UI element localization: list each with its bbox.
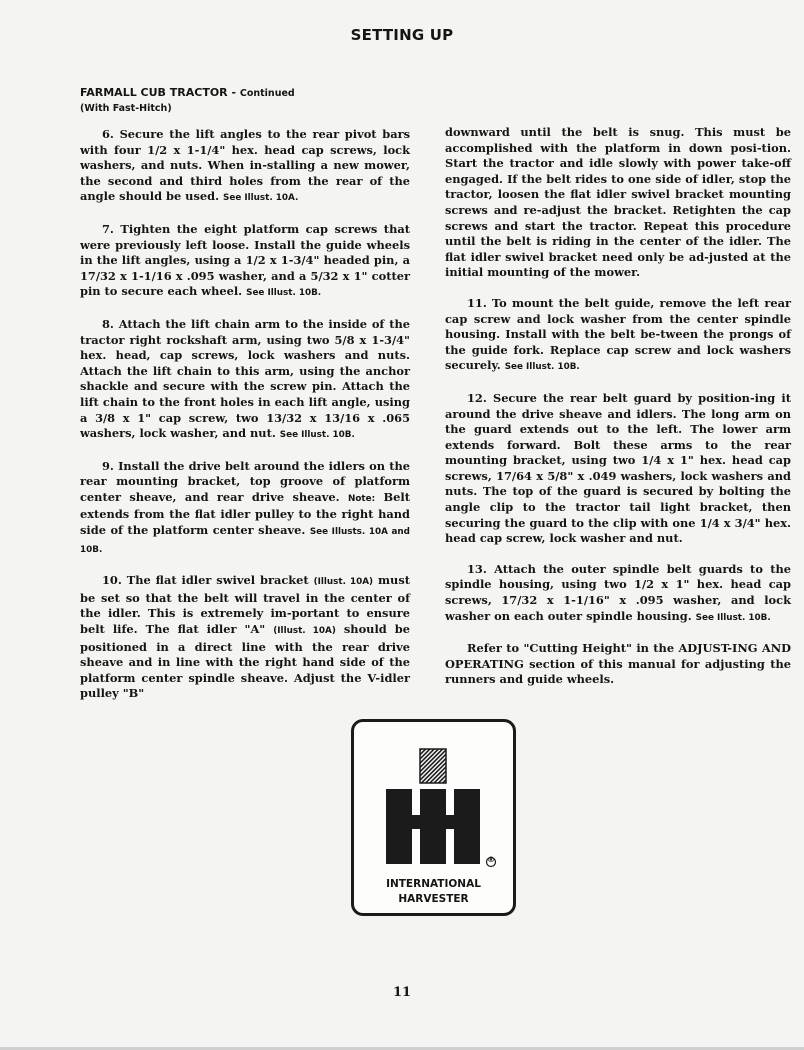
registered-mark: ®	[487, 855, 495, 864]
step-8-illustration-ref: See Illust. 10B.	[279, 430, 355, 441]
step-10-text-a: 10. The flat idler swivel bracket	[102, 573, 314, 588]
refer-paragraph: Refer to "Cutting Height" in the ADJUST-ING AND OPERATING section of this manual for adjusting the runners and guide wheels.	[445, 641, 791, 687]
step-6-illustration-ref: See Illust. 10A.	[223, 193, 299, 204]
right-column	[445, 125, 791, 703]
logo-line-2: HARVESTER	[398, 893, 469, 905]
step-10-text-c: should be positioned in a direct line with the rear drive sheave and in line with the right hand side of the platform center spindle sheave. Adjust the V-idler pulley "B"	[80, 622, 410, 701]
step-9-text-a: 9. Install the drive belt around the idlers on the rear mounting bracket, top groove of platform center sheave, and rear drive sheave.	[80, 458, 410, 504]
step-8-text: 8. Attach the lift chain arm to the inside of the tractor right rockshaft arm, using two 5/8 x 1-3/4" hex. head, cap screws, lock washers and nuts. Attach the lift chain to this arm, using the anchor shackle and secure with the screw pin. Attach the lift chain to the front holes in each lift angle, using a 3/8 x 1" cap screw, two 13/32 x 13/16 x .065 washers, lock washer, and nut.	[80, 316, 410, 441]
step-6-paragraph	[80, 127, 410, 207]
step-11-text: 11. To mount the belt guide, remove the left rear cap screw and lock washer from the center spindle housing. Install with the belt be-tween the prongs of the guide fork. Replace cap screw and lock washers securely.	[445, 295, 791, 373]
step-7-illustration-ref: See Illust. 10B.	[246, 288, 322, 299]
logo-text	[354, 877, 513, 907]
step-11-illustration-ref: See Illust. 10B.	[504, 362, 580, 373]
step-13-paragraph	[445, 562, 791, 626]
step-10-ref-a: (Illust. 10A)	[313, 577, 374, 588]
step-11-paragraph	[445, 296, 791, 376]
step-8-paragraph	[80, 317, 410, 444]
section-title	[80, 85, 295, 116]
step-10-ref-b: (Illust. 10A)	[273, 626, 336, 637]
step-6-text: 6. Secure the lift angles to the rear pivot bars with four 1/2 x 1-1/4" hex. head cap screws, lock washers, and nuts. When in-stalling a new mower, the second and third holes from the rear of the angle should be used.	[80, 127, 410, 204]
step-7-text: 7. Tighten the eight platform cap screws that were previously left loose. Install the guide wheels in the lift angles, using a 1/2 x 1-3/4" headed pin, a 17/32 x 1-1/16 x .095 washer, and a 5/32 x 1" cotter pin to secure each wheel.	[80, 221, 410, 299]
page-header: SETTING UP	[350, 26, 454, 44]
section-title-continued: Continued	[239, 88, 295, 99]
step-13-illustration-ref: See Illust. 10B.	[695, 612, 771, 623]
page-number: 11	[392, 985, 412, 1000]
section-subtitle: (With Fast-Hitch)	[80, 103, 172, 114]
section-title-main: FARMALL CUB TRACTOR -	[80, 86, 240, 99]
logo-line-1: INTERNATIONAL	[386, 878, 481, 890]
step-9-note-label: Note:	[348, 493, 376, 504]
step-9-paragraph	[80, 459, 410, 559]
step-12-paragraph: 12. Secure the rear belt guard by position-ing it around the drive sheave and idlers. The long arm on the guard extends out to the left. The lower arm extends forward. Bolt these arms to the rear mounting bracket, using two 1/4 x 1" hex. head cap screws, 17/64 x 5/8" x .049 washers, lock washers and nuts. The top of the guard is secured by bolting the angle clip to the tractor tail light bracket, then securing the guard to the clip with one 1/4 x 3/4" hex. head cap screw, lock washer and nut.	[445, 390, 791, 546]
step-13-text: 13. Attach the outer spindle belt guards to the spindle housing, using two 1/2 x 1" hex. head cap screws, 17/32 x 1-1/16" x .095 washer, and lock washer on each outer spindle housing.	[445, 561, 791, 623]
step-9-text-b: Belt extends from the flat idler pulley to the right hand side of the platform center sheave.	[80, 489, 410, 538]
step-9-illustration-ref: See Illusts. 10A and 10B.	[80, 527, 410, 555]
step-10-paragraph	[80, 573, 410, 702]
step-10-text-b: must be set so that the belt will travel in the center of the idler. This is extremely im-portant to ensure belt life. The flat idler "A"	[80, 573, 410, 637]
international-harvester-logo	[351, 719, 516, 916]
step-10-continued-paragraph: downward until the belt is snug. This must be accomplished with the platform in down posi-tion. Start the tractor and idle slowly with power take-off engaged. If the belt rides to one side of idler, stop the tractor, loosen the flat idler swivel bracket mounting screws and re-adjust the bracket. Retighten the cap screws and start the tractor. Repeat this procedure until the belt is riding in the center of the idler. The flat idler swivel bracket need only be ad-justed at the initial mounting of the mower.	[445, 125, 791, 280]
step-7-paragraph	[80, 222, 410, 302]
left-column	[80, 127, 410, 717]
